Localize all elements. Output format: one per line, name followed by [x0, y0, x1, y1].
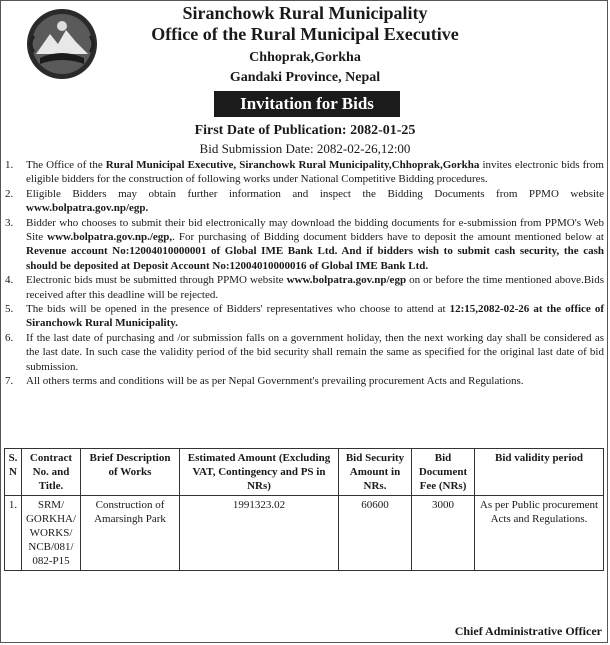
office-name: Office of the Rural Municipal Executive — [151, 24, 459, 44]
table-header-row — [5, 449, 604, 496]
item-text: Electronic bids must be submitted through PPMO website — [26, 274, 287, 287]
item-number: 4. — [5, 274, 14, 287]
item-bold-text: 12:15,2082-02-26 at the office of Siranchowk Rural Municipality. — [26, 303, 604, 330]
item-text: The Office of the — [26, 159, 106, 171]
item-text: invites electronic bids from eligible bidders for the construction of following works under National Competitive Bidding procedures. — [26, 159, 604, 186]
item-number: 5. — [5, 303, 14, 316]
website-link[interactable]: www.bolpatra.gov.np/egp — [286, 274, 407, 287]
address-line-1: Chhoprak,Gorkha — [249, 50, 361, 65]
list-item — [4, 216, 604, 274]
header-description: Brief Description of Works — [81, 449, 180, 496]
website-link[interactable]: www.bolpatra.gov.np./egp, — [47, 231, 173, 244]
item-number: 6. — [5, 331, 14, 344]
municipality-name: Siranchowk Rural Municipality — [182, 3, 428, 23]
list-item — [4, 158, 604, 187]
header-bid-security: Bid Security Amount in NRs. — [339, 449, 412, 496]
cell-validity: As per Public procurement Acts and Regulations. — [475, 496, 604, 571]
item-bold-text: Revenue account No:12004010000001 of Global IME Bank Ltd. And if bidders wish to submit cash security, the cash should be deposited at Deposit Account No:12004010000016 of Global IME Bank Ltd. — [26, 245, 604, 272]
terms-list — [4, 158, 604, 389]
cell-bid-security: 60600 — [339, 496, 412, 571]
address-line-2: Gandaki Province, Nepal — [229, 70, 381, 85]
cell-sn: 1. — [5, 496, 22, 571]
list-item — [4, 374, 604, 388]
item-number: 1. — [5, 159, 14, 171]
cell-estimated-amount: 1991323.02 — [180, 496, 339, 571]
publication-date: First Date of Publication: 2082-01-25 — [194, 123, 416, 138]
item-text: The bids will be opened in the presence of Bidders' representatives who choose to attend at — [26, 303, 450, 316]
list-item — [4, 187, 604, 216]
list-item — [4, 331, 604, 374]
item-number: 7. — [5, 375, 14, 388]
header-document-fee: Bid Document Fee (NRs) — [412, 449, 475, 496]
cell-description: Construction of Amarsingh Park — [81, 496, 180, 571]
item-text: on or before the time mentioned above.Bids received after this deadline will be rejected. — [26, 274, 604, 301]
list-item — [4, 302, 604, 331]
item-text: Eligible Bidders may obtain further information and inspect the Bidding Documents from PPMO website — [26, 187, 604, 200]
header-validity: Bid validity period — [475, 449, 604, 496]
table-row — [5, 496, 604, 571]
bid-table — [4, 448, 604, 571]
item-text: Bidder who chooses to submit their bid electronically may download the bidding documents for e-submission from PPMO's Web Site — [26, 216, 604, 244]
item-text: All others terms and conditions will be as per Nepal Government's prevailing procurement Acts and Regulations. — [26, 375, 524, 388]
item-bold-text: Rural Municipal Executive, Siranchowk Rural Municipality,Chhoprak,Gorkha — [105, 159, 480, 171]
header-estimated-amount: Estimated Amount (Excluding VAT, Contingency and PS in NRs) — [180, 449, 339, 496]
list-item — [4, 273, 604, 302]
signatory: Chief Administrative Officer — [454, 624, 602, 638]
cell-document-fee: 3000 — [412, 496, 475, 571]
cell-contract: SRM/ GORKHA/ WORKS/ NCB/081/ 082-P15 — [22, 496, 81, 571]
header-contract: Contract No. and Title. — [22, 449, 81, 496]
notice-title: Invitation for Bids — [214, 91, 400, 117]
item-number: 3. — [5, 216, 14, 229]
item-number: 2. — [5, 187, 14, 200]
item-text: . For purchasing of Bidding document bidders have to deposit the amount mentioned below at — [172, 231, 604, 244]
website-link[interactable]: www.bolpatra.gov.np/egp. — [26, 202, 149, 215]
header-sn: S. N — [5, 449, 22, 496]
submission-date: Bid Submission Date: 2082-02-26,12:00 — [199, 141, 411, 156]
item-text: If the last date of purchasing and /or submission falls on a government holiday, then the next working day shall be considered as the last date. In such case the validity period of the bid security shall remain the same as specified for the original last date of bid submission. — [26, 331, 604, 373]
